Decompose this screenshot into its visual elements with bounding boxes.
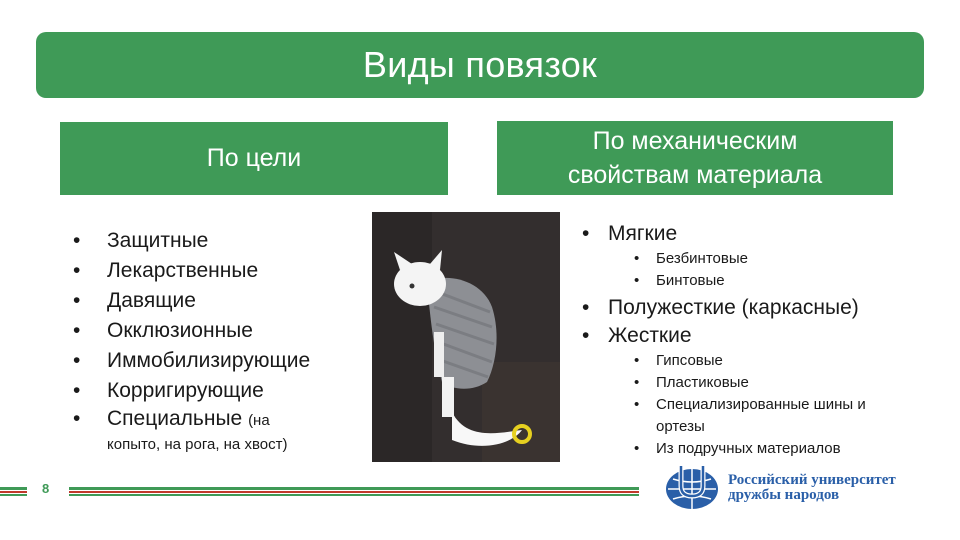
list-item: • Давящие xyxy=(107,286,357,316)
list-item: • Лекарственные xyxy=(107,256,357,286)
page-number: 8 xyxy=(42,481,50,496)
list-item: • Корригирующие xyxy=(107,376,357,406)
sub-item: • Гипсовые xyxy=(656,350,908,372)
sub-item: • Безбинтовые xyxy=(656,248,908,270)
list-item-special xyxy=(107,406,357,456)
footer-divider-left-green2 xyxy=(0,494,27,496)
footer-divider-main xyxy=(69,487,639,490)
title-bar xyxy=(36,32,924,98)
purpose-list xyxy=(107,226,357,456)
university-logo-icon xyxy=(663,462,721,512)
material-list xyxy=(608,220,908,460)
list-item: • Окклюзионные xyxy=(107,316,357,346)
university-name-line1: Российский университет xyxy=(728,472,896,488)
university-name xyxy=(728,473,896,503)
header-by-purpose-label: По цели xyxy=(206,144,302,172)
footer-divider-left xyxy=(0,487,27,490)
header-by-material xyxy=(497,121,893,195)
header-by-material-line2: свойствам материала xyxy=(567,161,823,189)
list-item-rigid: • Жесткие xyxy=(608,322,908,350)
university-name-line2: дружбы народов xyxy=(728,487,840,503)
sub-item: • Бинтовые xyxy=(656,270,908,292)
list-item-soft: • Мягкие xyxy=(608,220,908,248)
slide-title: Виды повязок xyxy=(362,44,598,85)
list-item: • Иммобилизирующие xyxy=(107,346,357,376)
special-note-cont: копыто, на рога, на хвост) xyxy=(107,436,288,453)
header-by-material-line1: По механическим xyxy=(592,127,798,155)
cat-in-knitted-vest-photo xyxy=(372,212,560,462)
footer-divider-main-green2 xyxy=(69,494,639,496)
list-item-semi-rigid: • Полужесткие (каркасные) xyxy=(608,294,908,322)
sub-item-continuation-text: ортезы xyxy=(656,418,705,435)
header-by-purpose xyxy=(60,122,448,195)
list-item: • Защитные xyxy=(107,226,357,256)
special-label: Специальные xyxy=(107,407,243,430)
sub-item: • Пластиковые xyxy=(656,372,908,394)
special-note-start: (на xyxy=(248,412,270,429)
footer-divider-main-red xyxy=(69,491,639,493)
footer-divider-left-red xyxy=(0,491,27,493)
sub-item: • Из подручных материалов xyxy=(656,438,908,460)
sub-item: • Специализированные шины и xyxy=(656,394,908,416)
sub-item-continuation xyxy=(656,416,908,438)
